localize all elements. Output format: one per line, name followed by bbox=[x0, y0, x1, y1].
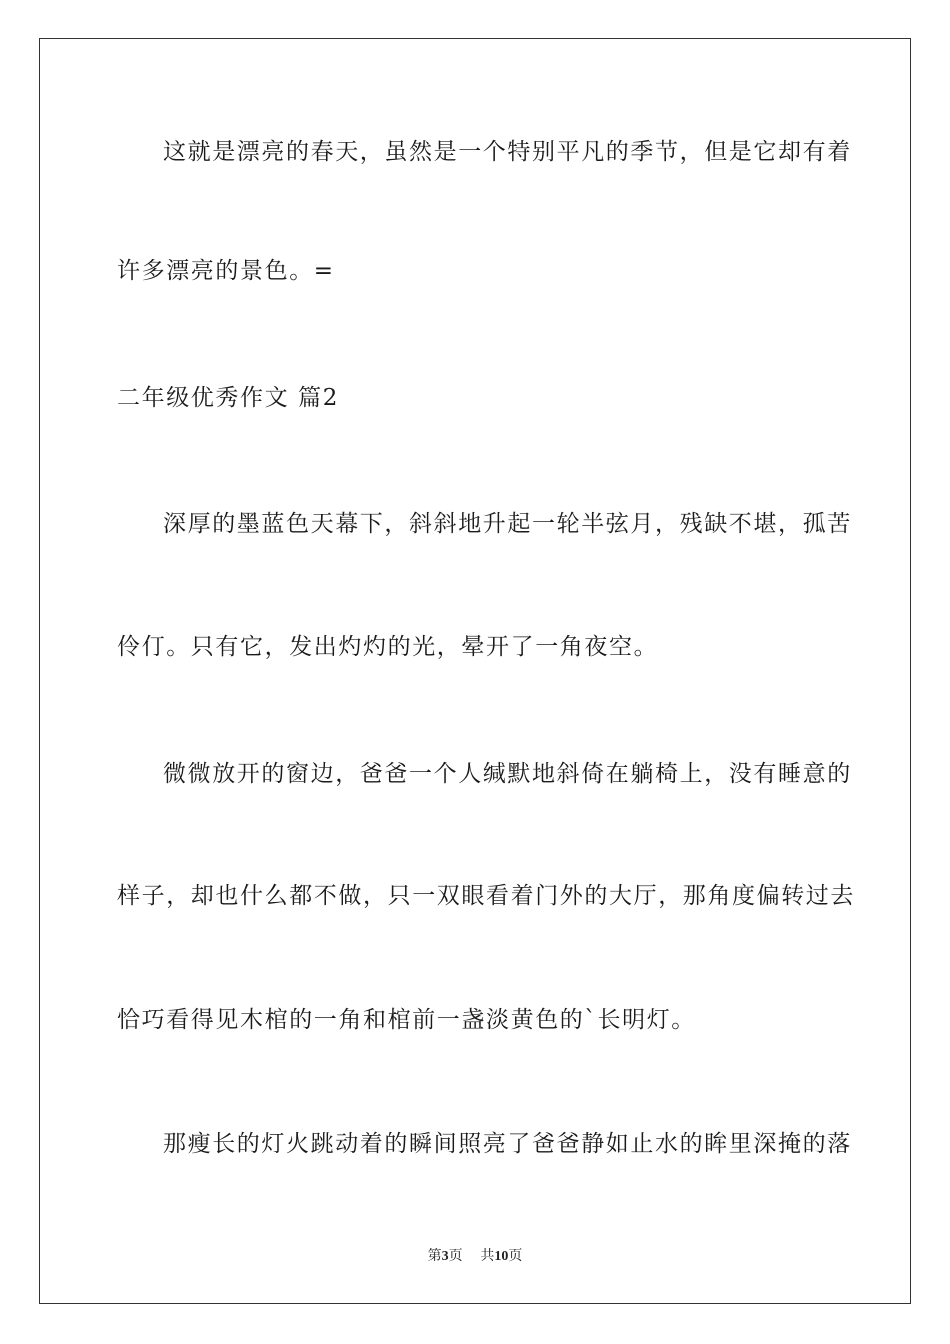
page-footer bbox=[0, 1247, 950, 1266]
paragraph-line: 样子，却也什么都不做，只一双眼看着门外的大厅，那角度偏转过去 bbox=[117, 883, 855, 909]
paragraph-line: 那瘦长的灯火跳动着的瞬间照亮了爸爸静如止水的眸里深掩的落 bbox=[163, 1131, 852, 1157]
current-page-number: 3 bbox=[441, 1249, 449, 1264]
section-heading: 二年级优秀作文 篇2 bbox=[117, 385, 339, 411]
page-prefix: 第 bbox=[427, 1248, 442, 1264]
paragraph-line: 许多漂亮的景色。= bbox=[117, 258, 335, 284]
paragraph-line: 这就是漂亮的春天，虽然是一个特别平凡的季节，但是它却有着 bbox=[163, 139, 852, 165]
page-border bbox=[39, 38, 911, 1304]
paragraph-line: 微微放开的窗边，爸爸一个人缄默地斜倚在躺椅上，没有睡意的 bbox=[163, 761, 852, 787]
total-suffix: 页 bbox=[508, 1248, 523, 1264]
total-page-number: 10 bbox=[494, 1249, 509, 1264]
paragraph-line: 恰巧看得见木棺的一角和棺前一盏淡黄色的`长明灯。 bbox=[117, 1007, 696, 1033]
page-suffix: 页 bbox=[448, 1248, 463, 1264]
total-prefix: 共 bbox=[480, 1248, 495, 1264]
paragraph-line: 深厚的墨蓝色天幕下，斜斜地升起一轮半弦月，残缺不堪，孤苦 bbox=[163, 511, 852, 537]
paragraph-line: 伶仃。只有它，发出灼灼的光，晕开了一角夜空。 bbox=[117, 634, 659, 660]
